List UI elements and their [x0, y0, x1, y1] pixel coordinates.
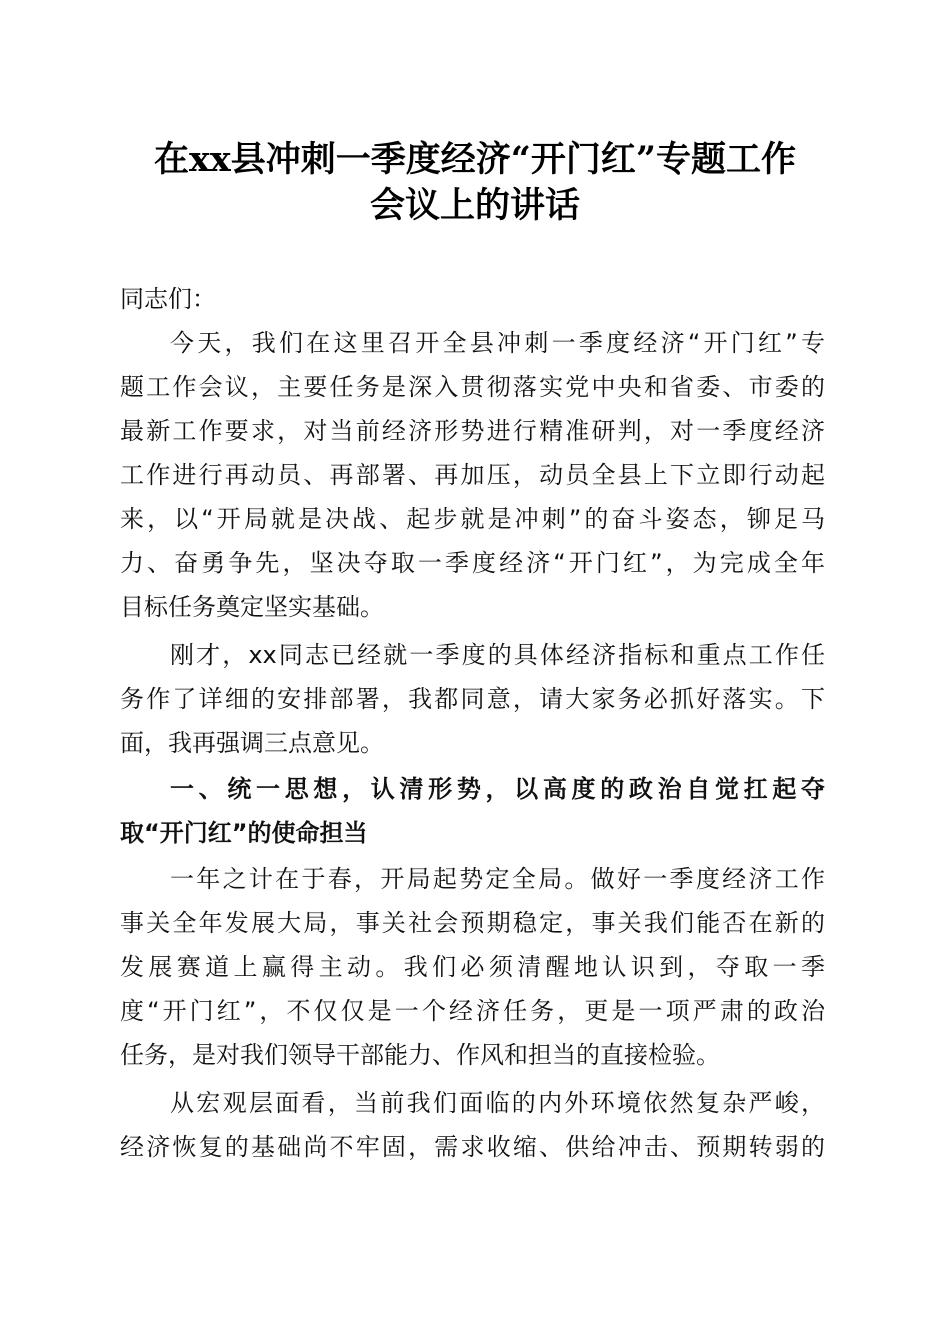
paragraph-line: 一年之计在于春，开局起势定全局。做好一季度经济工作 [170, 865, 825, 893]
paragraph-line: 工作进行再动员、再部署、再加压，动员全县上下立即行动起 [120, 461, 825, 489]
paragraph-line: 务作了详细的安排部署，我都同意，请大家务必抓好落实。下 [120, 685, 825, 713]
paragraph-line: 刚才，xx同志已经就一季度的具体经济指标和重点工作任 [170, 641, 825, 669]
paragraph-line: 目标任务奠定坚实基础。 [120, 593, 384, 621]
paragraph-line: 度“开门红”，不仅仅是一个经济任务，更是一项严肃的政治 [120, 997, 825, 1025]
paragraph-line: 来，以“开局就是决战、起步就是冲刺”的奋斗姿态，铆足马 [120, 505, 825, 533]
paragraph-line: 最新工作要求，对当前经济形势进行精准研判，对一季度经济 [120, 417, 825, 445]
paragraph-line: 任务，是对我们领导干部能力、作风和担当的直接检验。 [120, 1041, 720, 1069]
paragraph-line: 经济恢复的基础尚不牢固，需求收缩、供给冲击、预期转弱的 [120, 1133, 825, 1161]
paragraph-line: 从宏观层面看，当前我们面临的内外环境依然复杂严峻， [170, 1089, 825, 1117]
paragraph-line: 面，我再强调三点意见。 [120, 729, 384, 757]
document-title-line-2: 会议上的讲话 [369, 185, 580, 226]
paragraph-line: 力、奋勇争先，坚决夺取一季度经济“开门红”，为完成全年 [120, 549, 825, 577]
paragraph-line: 事关全年发展大局，事关社会预期稳定，事关我们能否在新的 [120, 909, 825, 937]
salutation: 同志们： [120, 285, 216, 313]
paragraph-line: 今天，我们在这里召开全县冲刺一季度经济“开门红”专 [170, 329, 825, 357]
paragraph-line: 发展赛道上赢得主动。我们必须清醒地认识到，夺取一季 [120, 953, 825, 981]
section-heading-line: 一、统一思想，认清形势，以高度的政治自觉扛起夺 [170, 775, 825, 803]
paragraph-line: 题工作会议，主要任务是深入贯彻落实党中央和省委、市委的 [120, 373, 825, 401]
document-title-line-1: 在xx县冲刺一季度经济“开门红”专题工作 [154, 139, 796, 180]
section-heading-line: 取“开门红”的使命担当 [120, 819, 368, 847]
